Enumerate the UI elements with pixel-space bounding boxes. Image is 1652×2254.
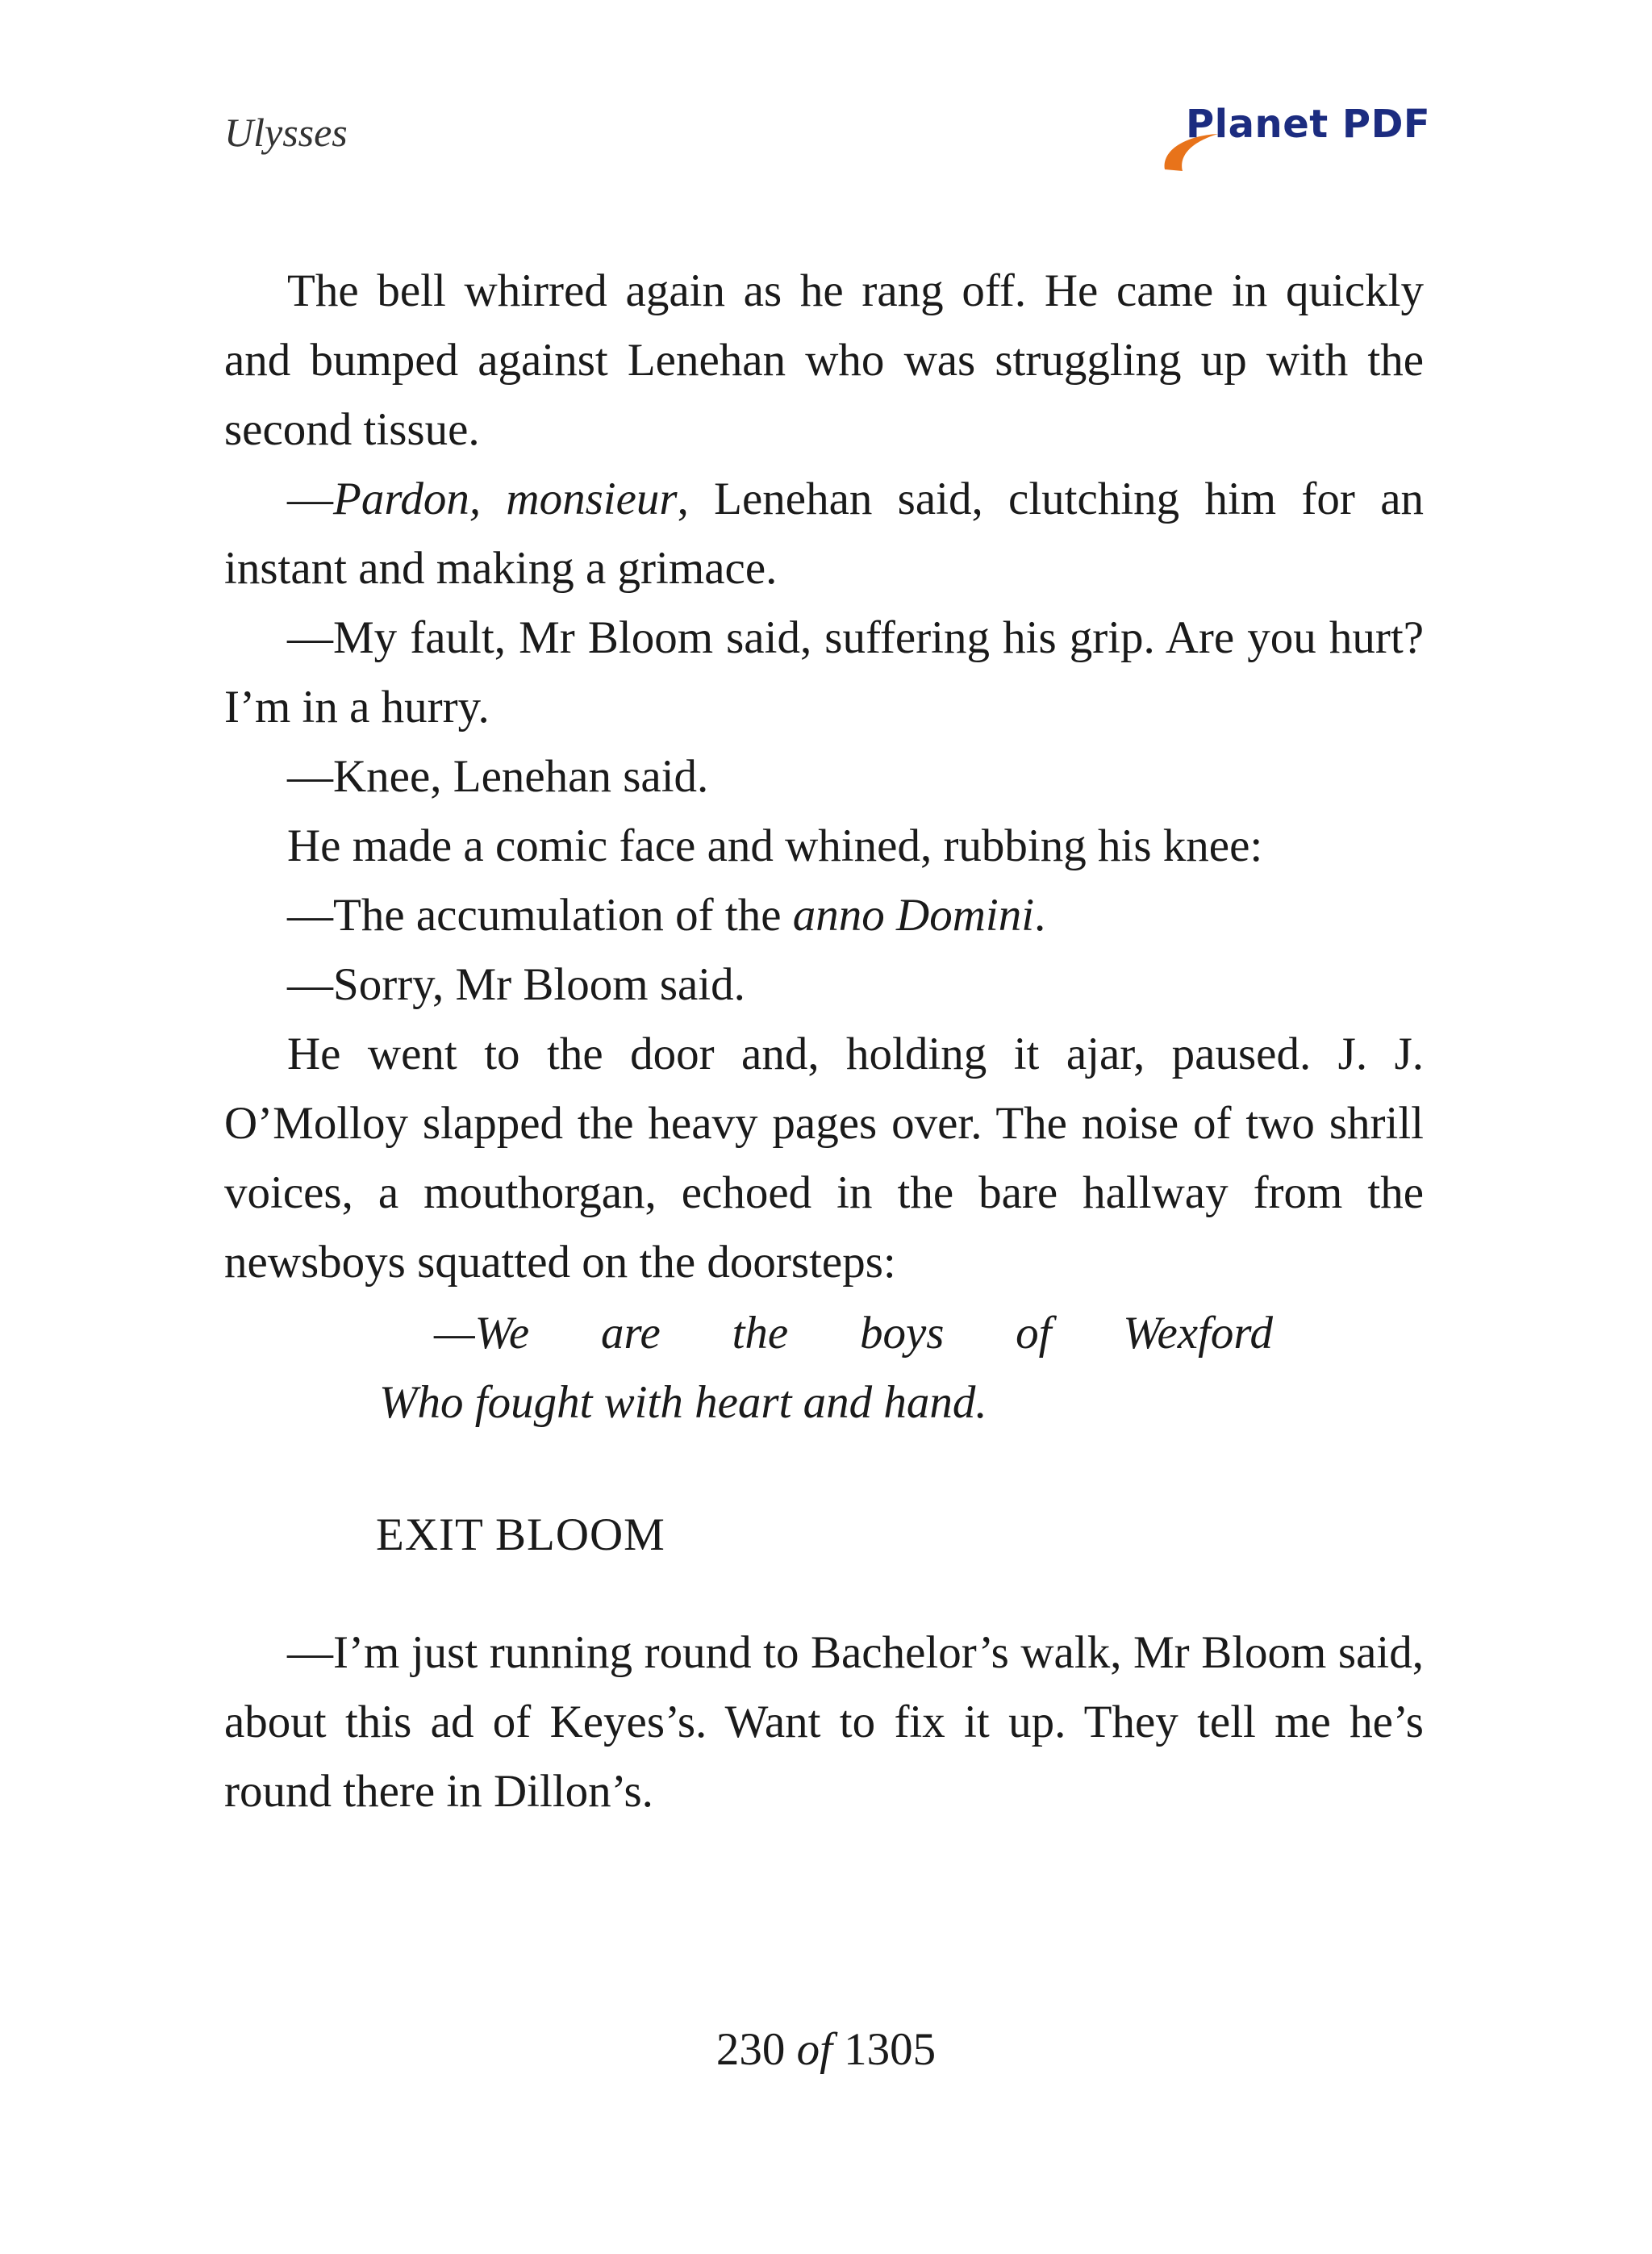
page-number xyxy=(0,2023,1652,2076)
body-text xyxy=(224,257,1424,1297)
paragraph xyxy=(224,1618,1424,1826)
current-page: 230 xyxy=(715,2024,786,2075)
text-run: , Lenehan said, clutching him for an instant and making a grimace. xyxy=(224,474,1424,594)
text-run: The bell whirred again as he rang off. He came in quickly and bumped against Lenehan who was struggling up with the second tissue. xyxy=(224,265,1424,455)
total-pages: 1305 xyxy=(844,2024,937,2075)
text-run: —I’m just running round to Bachelor’s walk, Mr Bloom said, about this ad of Keyes’s. Want to fix it up. They tell me he’s round there in Dillon’s. xyxy=(224,1627,1424,1817)
text-run: — xyxy=(287,474,333,524)
verse-line-1: —We are the boys of Wexford xyxy=(434,1308,1273,1359)
paragraph xyxy=(224,742,1424,812)
running-header-title: Ulysses xyxy=(224,110,348,155)
paragraph xyxy=(224,881,1424,950)
paragraph xyxy=(224,465,1424,603)
paragraph xyxy=(224,1020,1424,1297)
paragraph xyxy=(224,950,1424,1020)
paragraph xyxy=(224,812,1424,881)
text-run: He made a comic face and whined, rubbing his knee: xyxy=(287,820,1263,871)
text-run: —Sorry, Mr Bloom said. xyxy=(287,959,745,1010)
italic-run: anno Domini xyxy=(792,890,1035,941)
text-run: —Knee, Lenehan said. xyxy=(287,751,709,802)
paragraph xyxy=(224,603,1424,742)
logo-text: Planet PDF xyxy=(1186,102,1431,147)
verse-line-2: Who fought with heart and hand. xyxy=(379,1377,987,1428)
italic-run: Pardon, monsieur xyxy=(333,474,678,524)
text-run: —The accumulation of the xyxy=(287,890,793,941)
text-run: He went to the door and, holding it ajar, paused. J. J. O’Molloy slapped the heavy pages over. The noise of two shrill voices, a mouthorgan, echoed in the bare hallway from the newsboys squatted on the doorsteps: xyxy=(224,1029,1424,1288)
planet-pdf-logo xyxy=(1162,98,1431,171)
text-run: —My fault, Mr Bloom said, suffering his grip. Are you hurt? I’m in a hurry. xyxy=(224,612,1424,733)
closing-body-text xyxy=(224,1618,1424,1826)
page-of-word: of xyxy=(796,2024,832,2075)
stage-direction: EXIT BLOOM xyxy=(376,1509,665,1560)
paragraph xyxy=(224,257,1424,465)
text-run: . xyxy=(1034,890,1046,941)
